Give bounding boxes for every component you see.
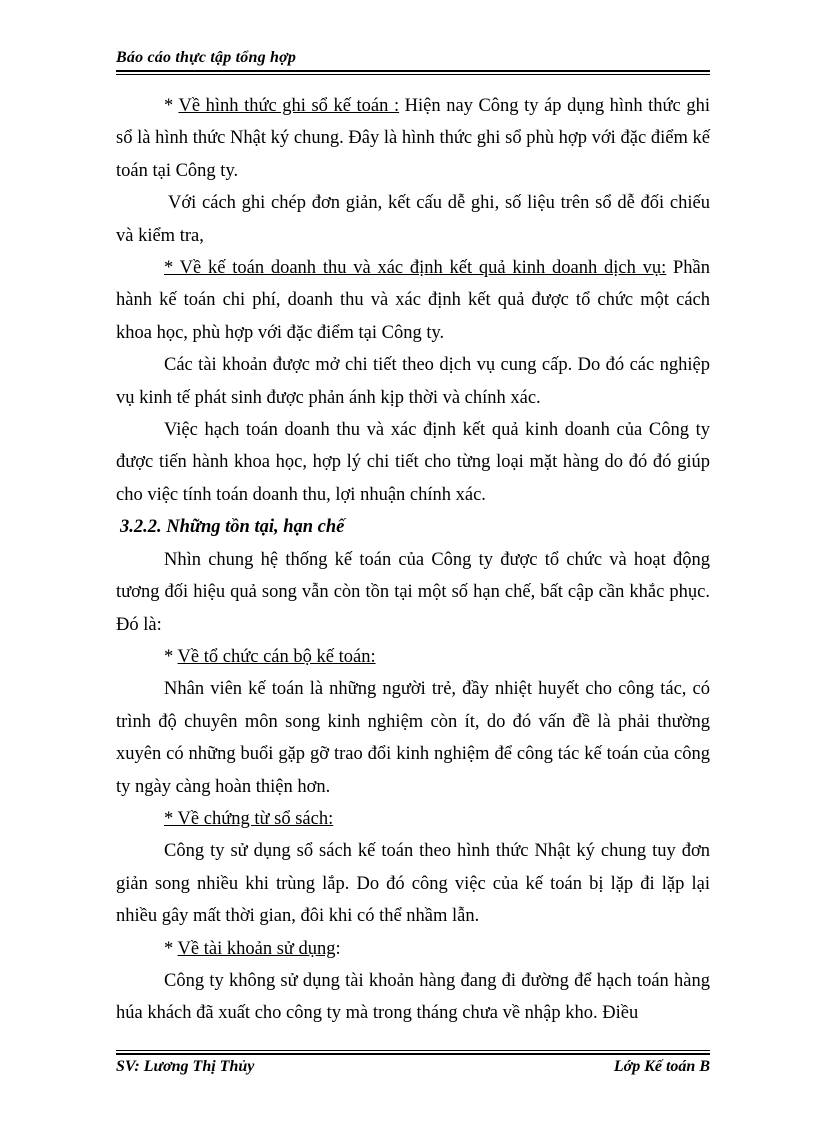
subheading-accounts-label: Về tài khoản sử dụng bbox=[177, 938, 336, 959]
subheading-staff-organization bbox=[116, 641, 710, 673]
paragraph-bookkeeping-form bbox=[116, 90, 710, 187]
subheading-colon: : bbox=[335, 938, 341, 959]
paragraph-revenue-scientific: Việc hạch toán doanh thu và xác định kết quả kinh doanh của Công ty được tiến hành khoa học, hợp lý chi tiết cho từng loại mặt hàng do đó đó giúp cho việc tính toán doanh thu, lợi nhuận chính xác. bbox=[116, 420, 710, 505]
footer-rule-thick bbox=[116, 1053, 710, 1055]
header-rule-thick bbox=[116, 70, 710, 72]
footer-rule-thin bbox=[116, 1050, 710, 1051]
paragraph-accounts-used: Công ty không sử dụng tài khoản hàng đang đi đường để hạch toán hàng húa khách đã xuất cho công ty mà trong tháng chưa về nhập kho. Điều bbox=[116, 970, 710, 1024]
bullet-marker: * bbox=[164, 96, 179, 116]
paragraph-revenue-accounting bbox=[116, 252, 710, 349]
document-body bbox=[116, 90, 710, 1030]
section-heading: 3.2.2. Những tồn tại, hạn chế bbox=[120, 517, 345, 538]
bullet-marker: * bbox=[164, 938, 178, 959]
paragraph-accounts-detail: Các tài khoản được mở chi tiết theo dịch vụ cung cấp. Do đó các nghiệp vụ kinh tế phát sinh được phản ánh kịp thời và chính xác. bbox=[116, 355, 710, 408]
paragraph-text: Hiện nay Công ty áp dụng hình thức ghi sổ là hình thức Nhật ký chung. Đây là hình thức ghi sổ phù hợp với đặc điểm kế toán tại Công ty. bbox=[116, 96, 710, 181]
subheading-documents bbox=[116, 803, 710, 835]
subheading-revenue-accounting: * Về kế toán doanh thu và xác định kết quả kinh doanh dịch vụ: bbox=[164, 258, 667, 279]
page-header bbox=[116, 47, 710, 73]
subheading-accounts-used bbox=[116, 933, 710, 965]
page-footer bbox=[116, 1050, 710, 1080]
subheading-staff-label: Về tổ chức cán bộ kế toán: bbox=[177, 646, 376, 667]
bullet-marker: * bbox=[164, 646, 178, 667]
footer-student-name: SV: Lương Thị Thủy bbox=[116, 1058, 255, 1075]
header-rule-thin bbox=[116, 74, 710, 75]
paragraph-simple-recording: Với cách ghi chép đơn giản, kết cấu dễ ghi, số liệu trên sổ dễ đối chiếu và kiểm tra, bbox=[116, 193, 710, 246]
paragraph-overview-limitations: Nhìn chung hệ thống kế toán của Công ty được tổ chức và hoạt động tương đối hiệu quả song vẫn còn tồn tại một số hạn chế, bất cập cần khắc phục. Đó là: bbox=[116, 549, 710, 635]
footer-class-name: Lớp Kế toán B bbox=[613, 1058, 710, 1075]
subheading-documents-label: * Về chứng từ sổ sách: bbox=[164, 808, 334, 829]
paragraph-staff: Nhân viên kế toán là những người trẻ, đầy nhiệt huyết cho công tác, có trình độ chuyên môn song kinh nghiệm còn ít, do đó vấn đề là phải thường xuyên có những buổi gặp gỡ trao đổi kinh nghiệm để công tác kế toán của công ty ngày càng hoàn thiện hơn. bbox=[116, 679, 710, 797]
subheading-bookkeeping-form: Về hình thức ghi sổ kế toán : bbox=[178, 96, 400, 116]
paragraph-text: Phần hành kế toán chi phí, doanh thu và xác định kết quả được tổ chức một cách khoa học, phù hợp với đặc điểm tại Công ty. bbox=[116, 258, 711, 343]
header-title: Báo cáo thực tập tổng hợp bbox=[116, 49, 297, 66]
paragraph-documents: Công ty sử dụng sổ sách kế toán theo hình thức Nhật ký chung tuy đơn giản song nhiều khi trùng lắp. Do đó công việc của kế toán bị lặp đi lặp lại nhiều gây mất thời gian, đôi khi có thể nhầm lẫn. bbox=[116, 841, 710, 927]
